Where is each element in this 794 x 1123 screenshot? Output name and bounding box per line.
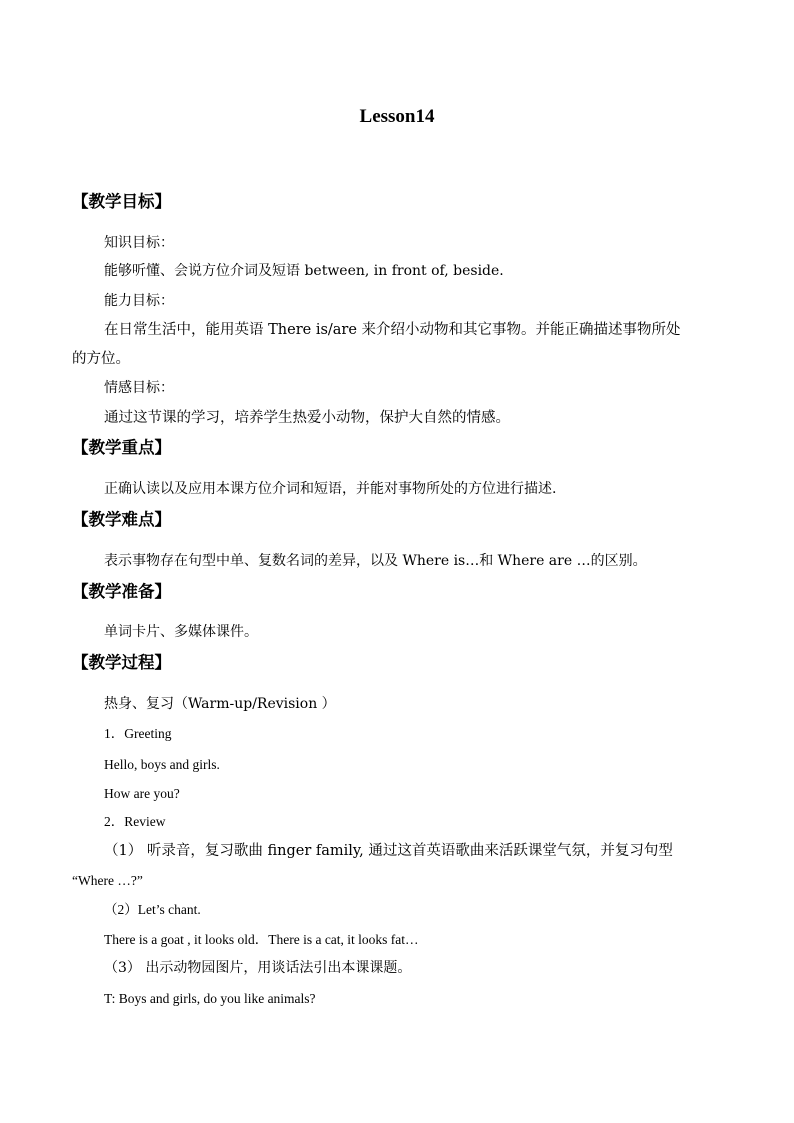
hello-line: Hello, boys and girls. [104, 757, 220, 772]
knowledge-text: 能够听懂、会说方位介词及短语 between, in front of, beside. [104, 263, 504, 279]
knowledge-label: 知识目标： [104, 235, 174, 251]
ability-text-line-2: 的方位。 [72, 351, 130, 367]
how-line: How are you? [104, 786, 180, 801]
section-heading-difficulties: 【教学难点】 [72, 510, 171, 529]
step-greeting: 1．Greeting [104, 726, 172, 741]
preparation-text: 单词卡片、多媒体课件。 [104, 624, 258, 640]
section-heading-process: 【教学过程】 [72, 653, 171, 672]
step-review: 2．Review [104, 814, 166, 829]
section-heading-preparation: 【教学准备】 [72, 582, 171, 601]
page-title: Lesson14 [359, 106, 435, 127]
emotion-text: 通过这节课的学习，培养学生热爱小动物，保护大自然的情感。 [104, 410, 510, 426]
review-item-1-line-2: “Where …?” [72, 873, 143, 888]
emotion-label: 情感目标： [104, 380, 174, 396]
review-item-1-line-1: （1） 听录音，复习歌曲 finger family, 通过这首英语歌曲来活跃课堂气氛，并复习句型 [104, 843, 673, 859]
chant-line: There is a goat , it looks old．There is a cat, it looks fat… [104, 932, 419, 947]
section-heading-objectives: 【教学目标】 [72, 192, 171, 211]
review-item-2: （2）Let’s chant. [104, 902, 201, 917]
ability-text-line-1: 在日常生活中，能用英语 There is/are 来介绍小动物和其它事物。并能正确描述事物所处 [104, 322, 681, 338]
ability-label: 能力目标： [104, 293, 174, 309]
section-heading-key-points: 【教学重点】 [72, 438, 171, 457]
teacher-line: T: Boys and girls, do you like animals? [104, 991, 316, 1006]
review-item-3: （3） 出示动物园图片，用谈话法引出本课课题。 [104, 960, 412, 976]
warmup-line: 热身、复习（Warm-up/Revision ） [104, 696, 336, 712]
key-points-text: 正确认读以及应用本课方位介词和短语，并能对事物所处的方位进行描述. [104, 481, 557, 497]
difficulties-text: 表示事物存在句型中单、复数名词的差异，以及 Where is…和 Where are …的区别。 [104, 553, 647, 569]
